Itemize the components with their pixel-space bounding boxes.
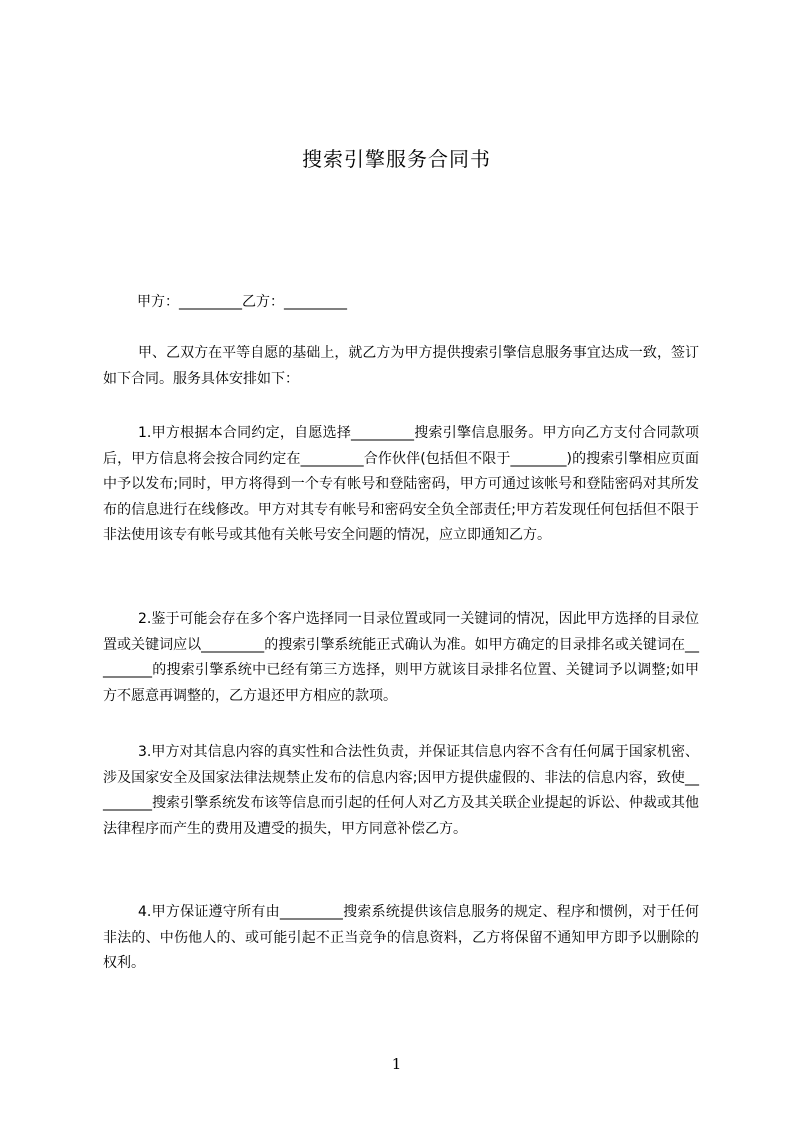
clause-1: 1.甲方根据本合同约定，自愿选择_________搜索引擎信息服务。甲方向乙方支付合同款项后，甲方信息将会按合同约定在_________合作伙伴(包括但不限于________)的搜索引擎相应页面中予以发布;同时，甲方将得到一个专有帐号和登陆密码，甲方可通过该帐号和登陆密码对其所发布的信息进行在线修改。甲方对其专有帐号和密码安全负全部责任;甲方若发现任何包括但不限于非法使用该专有帐号或其他有关帐号安全问题的情况，应立即通知乙方。 [103,425,699,543]
document-title: 搜索引擎服务合同书 [302,147,491,171]
page-number: 1 [391,1055,402,1073]
clause-3: 3.甲方对其信息内容的真实性和合法性负责，并保证其信息内容不含有任何属于国家机密、涉及国家安全及国家法律法规禁止发布的信息内容;因甲方提供虚假的、非法的信息内容，致使_________搜索引擎系统发布该等信息而引起的任何人对乙方及其关联企业提起的诉讼、仲裁或其他法律程序而产生的费用及遭受的损失，甲方同意补偿乙方。 [103,744,699,837]
parties-line: 甲方：_________乙方：_________ [137,294,347,310]
clause-4: 4.甲方保证遵守所有由_________搜索系统提供该信息服务的规定、程序和惯例，对于任何非法的、中伤他人的、或可能引起不正当竞争的信息资料，乙方将保留不通知甲方即予以删除的权利。 [103,904,699,971]
clause-2: 2.鉴于可能会存在多个客户选择同一目录位置或同一关键词的情况，因此甲方选择的目录位置或关键词应以_________的搜索引擎系统能正式确认为准。如甲方确定的目录排名或关键词在_________的搜索引擎系统中已经有第三方选择，则甲方就该目录排名位置、关键词予以调整;如甲方不愿意再调整的，乙方退还甲方相应的款项。 [103,611,699,704]
intro-paragraph: 甲、乙双方在平等自愿的基础上，就乙方为甲方提供搜索引擎信息服务事宜达成一致，签订如下合同。服务具体安排如下： [103,345,699,387]
